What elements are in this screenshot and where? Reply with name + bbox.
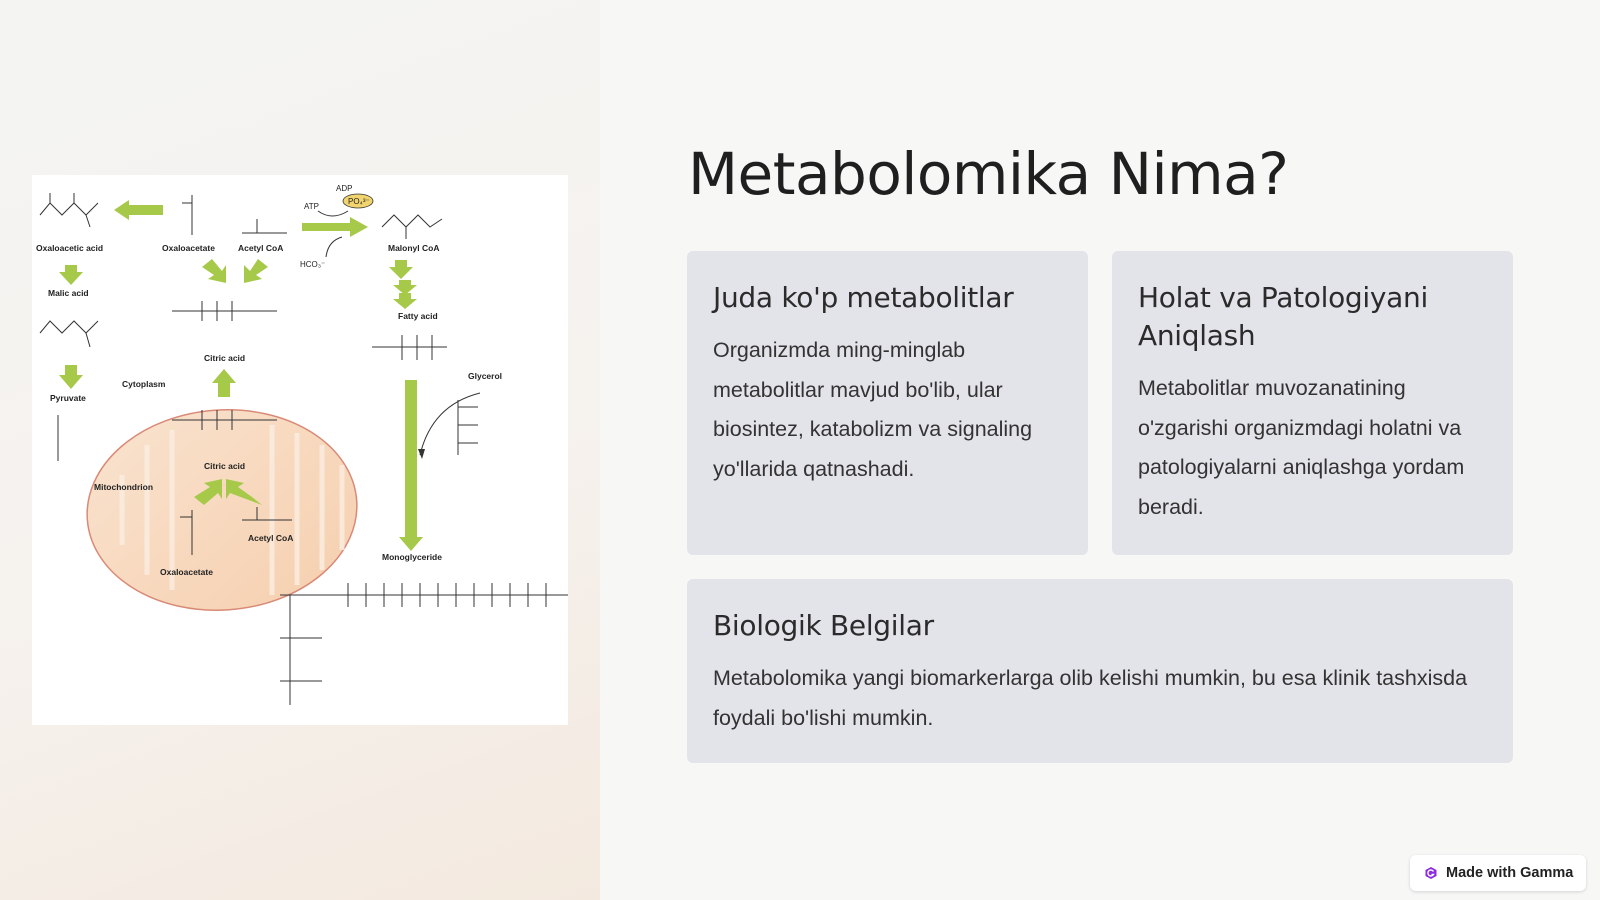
arrow-down-icon xyxy=(393,280,417,295)
label-glycerol: Glycerol xyxy=(468,371,503,381)
label-fatty-acid: Fatty acid xyxy=(398,311,438,321)
label-oxaloacetic-acid: Oxaloacetic acid xyxy=(36,243,104,253)
card-heading: Biologik Belgilar xyxy=(713,609,934,642)
arrow-down-icon xyxy=(59,265,83,285)
curved-arrow-icon xyxy=(420,393,480,455)
label-pyruvate: Pyruvate xyxy=(50,393,86,403)
label-atp: ATP xyxy=(304,202,319,211)
label-citric-acid-mito: Citric acid xyxy=(204,461,246,471)
label-hco3: HCO₃⁻ xyxy=(300,260,326,269)
label-mitochondrion: Mitochondrion xyxy=(94,482,154,492)
label-oxaloacetate: Oxaloacetate xyxy=(162,243,215,253)
label-malic-acid: Malic acid xyxy=(48,288,89,298)
label-oxaloacetate-mito: Oxaloacetate xyxy=(160,567,213,577)
card-body: Organizmda ming-minglab metabolitlar mavjud bo'lib, ular biosintez, katabolizm va signaling yo'llarida qatnashadi. xyxy=(713,338,1033,481)
label-acetyl-coa: Acetyl CoA xyxy=(238,243,284,253)
gamma-logo-icon xyxy=(1424,866,1438,880)
card-body: Metabolomika yangi biomarkerlarga olib kelishi mumkin, bu esa klinik tashxisda foydali bo'lishi mumkin. xyxy=(713,666,1468,730)
metabolism-diagram xyxy=(32,175,568,725)
arrow-left-icon xyxy=(114,200,163,220)
badge-label: Made with Gamma xyxy=(1446,865,1574,881)
label-cytoplasm: Cytoplasm xyxy=(122,379,166,389)
label-po4: PO₄³⁻ xyxy=(348,197,370,206)
curved-arrow-icon xyxy=(326,237,342,257)
card-heading: Juda ko'p metabolitlar xyxy=(713,281,1014,314)
arrow-down-icon xyxy=(389,260,413,279)
page-title: Metabolomika Nima? xyxy=(688,140,1289,208)
arrow-up-left-icon xyxy=(202,259,226,283)
info-card xyxy=(687,251,1088,555)
label-monoglyceride: Monoglyceride xyxy=(382,552,442,562)
card-body: Metabolitlar muvozanatining o'zgarishi organizmdagi holatni va patologiyalarni aniqlashga yordam beradi. xyxy=(1138,376,1465,519)
label-malonyl-coa: Malonyl CoA xyxy=(388,243,440,253)
label-adp: ADP xyxy=(336,184,353,193)
info-card xyxy=(1112,251,1513,555)
card-heading: Holat va Patologiyani Aniqlash xyxy=(1138,281,1428,352)
label-acetyl-coa-mito: Acetyl CoA xyxy=(248,533,294,543)
arrow-up-icon xyxy=(212,369,236,397)
made-with-gamma-badge[interactable] xyxy=(1410,855,1586,891)
arrow-down-icon xyxy=(59,365,83,389)
arrow-down-icon xyxy=(393,293,417,309)
arrow-down-long-icon xyxy=(399,380,423,551)
arrow-up-right-icon xyxy=(244,259,268,283)
arrow-right-icon xyxy=(302,217,368,237)
label-citric-acid: Citric acid xyxy=(204,353,246,363)
curved-arrow-icon xyxy=(318,211,348,216)
info-card xyxy=(687,579,1513,763)
